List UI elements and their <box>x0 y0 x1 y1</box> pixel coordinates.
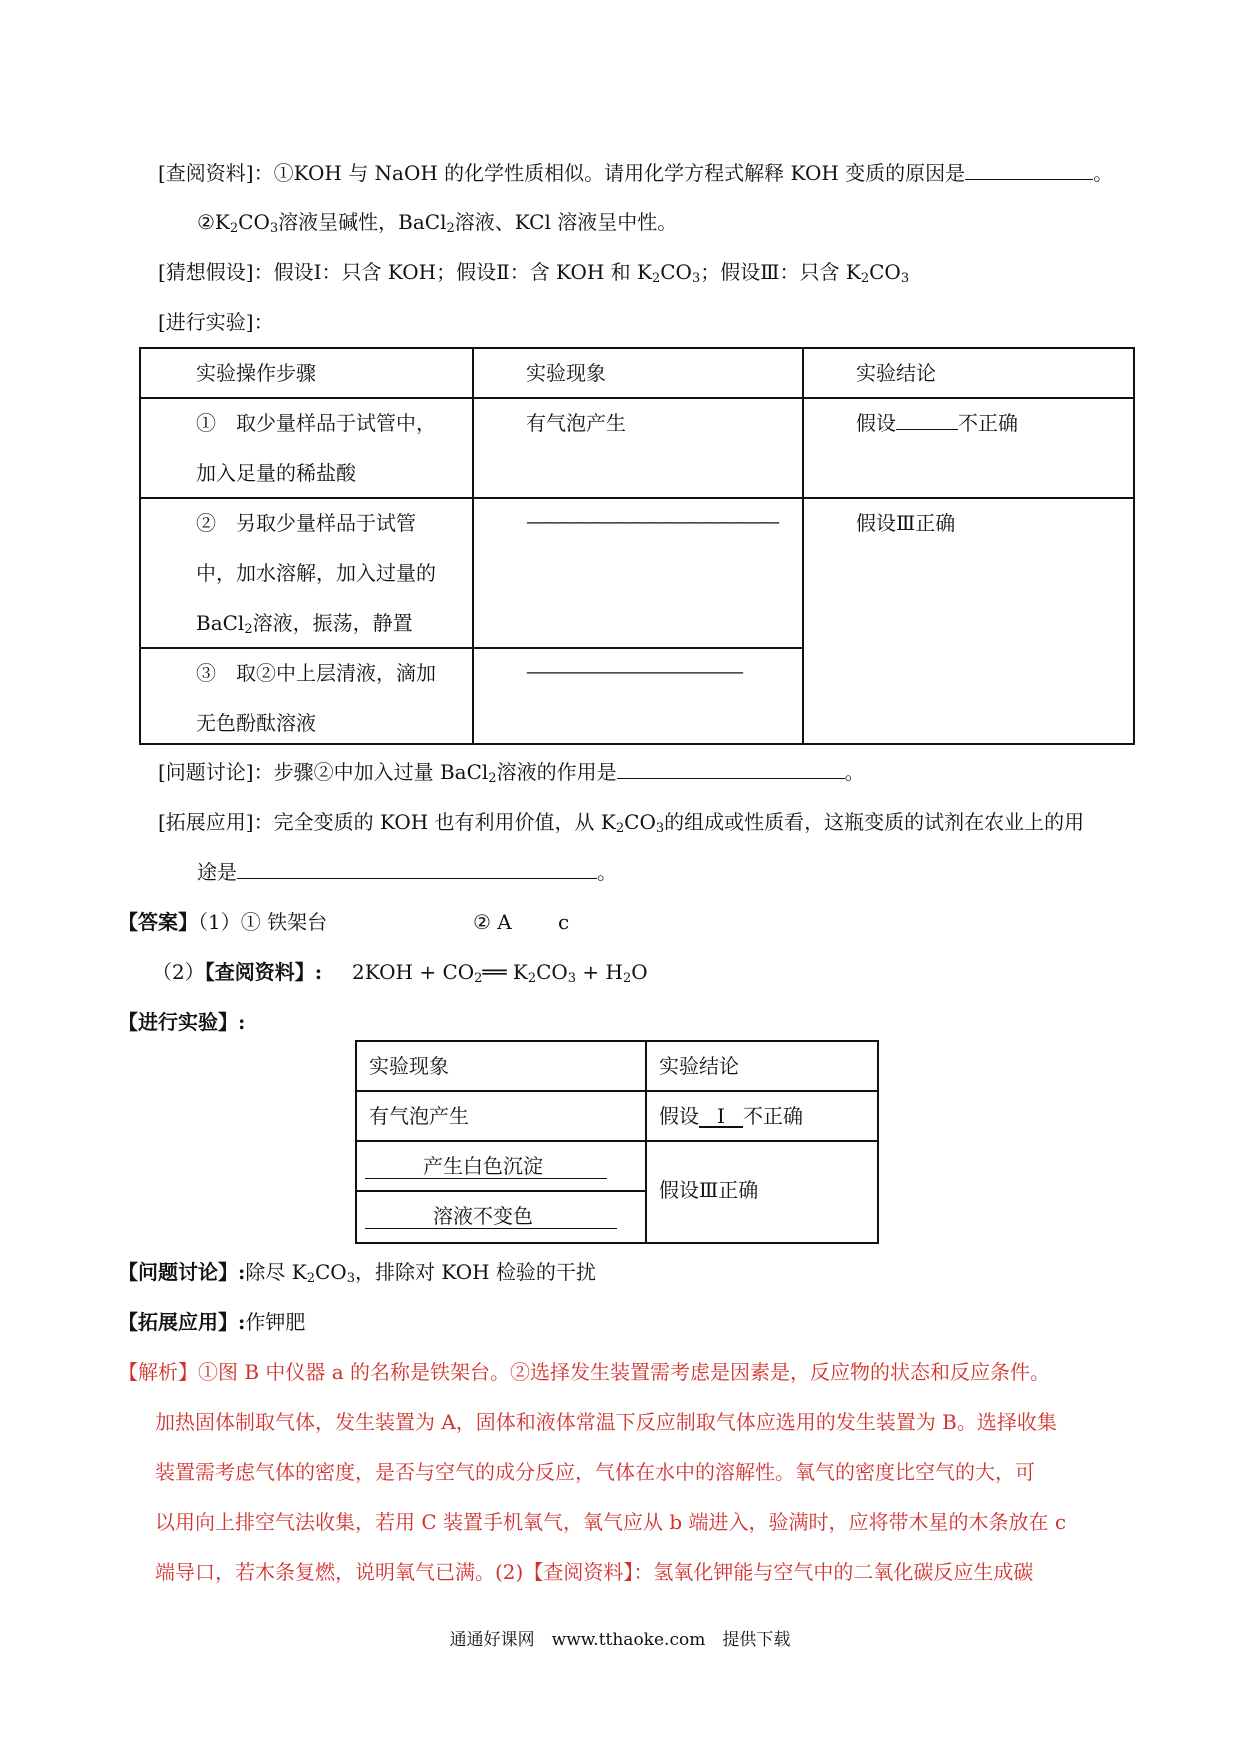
header-step: 实验操作步骤 <box>196 361 316 385</box>
text: [问题讨论]：步骤②中加入过量 BaCl <box>158 760 489 784</box>
subscript: 2 <box>488 771 497 786</box>
analysis-label: 【解析】 <box>118 1360 198 1384</box>
text: （2） <box>152 960 205 984</box>
text: O <box>631 960 648 984</box>
experiment-heading: [进行实验]： <box>158 310 274 334</box>
reference-line-1 <box>158 163 1113 183</box>
table-divider <box>645 1042 647 1242</box>
phenomenon-1: 有气泡产生 <box>526 411 626 435</box>
discussion-line <box>158 762 865 785</box>
analysis-line-3: 装置需考虑气体的密度，是否与空气的成分反应，气体在水中的溶解性。氧气的密度比空气的大，可 <box>155 1460 1035 1484</box>
text: （1）① 铁架台 <box>198 910 328 934</box>
step-1-line-1: ① 取少量样品于试管中， <box>196 411 436 435</box>
section-label: 【问题讨论】: <box>118 1260 246 1284</box>
step-3-line-2: 无色酚酞溶液 <box>196 711 316 735</box>
subscript: 3 <box>269 221 279 236</box>
analysis-line-2: 加热固体制取气体，发生装置为 A，固体和液体常温下反应制取气体应选用的发生装置为 B。选择收集 <box>155 1410 1057 1434</box>
table-divider <box>472 349 474 743</box>
step-2-line-2: 中，加水溶解，加入过量的 <box>196 561 436 585</box>
step-1-line-2: 加入足量的稀盐酸 <box>196 461 356 485</box>
text: CO <box>660 260 692 284</box>
conclusion-1 <box>856 413 1018 433</box>
text: 溶液呈碱性，BaCl <box>278 210 447 234</box>
subscript: 3 <box>567 971 577 986</box>
text: ；假设Ⅲ：只含 K <box>700 260 861 284</box>
text: 不正确 <box>958 411 1018 435</box>
answer-line-1-part3: c <box>558 910 570 934</box>
table-divider <box>141 497 1133 499</box>
subscript: 2 <box>615 821 625 836</box>
text: CO <box>624 810 656 834</box>
text: 不正确 <box>743 1104 803 1128</box>
answer-experiment-label: 【进行实验】: <box>118 1010 246 1034</box>
application-answer <box>118 1312 305 1332</box>
text: 假设 <box>856 411 896 435</box>
subscript: 2 <box>474 971 483 986</box>
step-2-line-1: ② 另取少量样品于试管 <box>196 511 416 535</box>
text: 除尽 K <box>245 1260 307 1284</box>
answer-line-2 <box>152 962 322 982</box>
text: ①图 B 中仪器 a 的名称是铁架台。②选择发生装置需考虑是因素是，反应物的状态和反应条件。 <box>198 1360 1051 1384</box>
reference-text-1: [查阅资料]：①KOH 与 NaOH 的化学性质相似。请用化学方程式解释 KOH 变质的原因是 <box>158 161 966 185</box>
filled-answer: Ⅰ <box>699 1106 743 1128</box>
text: CO <box>869 260 901 284</box>
section-label: 【拓展应用】: <box>118 1310 246 1334</box>
answer-underline <box>365 1228 617 1229</box>
answer-line-1-part2: ② A <box>473 910 512 934</box>
subscript: 2 <box>860 271 870 286</box>
subscript: 2 <box>527 971 537 986</box>
analysis-line-4: 以用向上排空气法收集，若用 C 装置手机氧气，氧气应从 b 端进入，验满时，应将带木星的木条放在 c <box>155 1510 1067 1534</box>
subscript: 2 <box>623 971 632 986</box>
header-conclusion: 实验结论 <box>659 1054 739 1078</box>
text: ，排除对 KOH 检验的干扰 <box>354 1260 596 1284</box>
text: 溶液、KCl 溶液呈中性。 <box>454 210 678 234</box>
phenomenon-3-dashes: ———————————— <box>526 659 742 683</box>
text: 假设 <box>659 1104 699 1128</box>
text: CO <box>536 960 568 984</box>
phenomenon-2-dashes: —————————————— <box>526 509 778 533</box>
table-divider <box>357 1190 647 1192</box>
answer-blank-discussion[interactable] <box>617 762 845 779</box>
subscript: 2 <box>446 221 455 236</box>
answer-blank-application[interactable] <box>237 862 597 879</box>
subscript: 2 <box>651 271 661 286</box>
period: 。 <box>844 760 865 784</box>
conclusion-2: 假设Ⅲ正确 <box>856 511 956 535</box>
period: 。 <box>597 860 617 884</box>
text: 途是 <box>197 860 237 884</box>
subscript: 3 <box>346 1271 355 1286</box>
answer-table <box>355 1040 879 1244</box>
analysis-line-5: 端导口，若木条复燃，说明氧气已满。(2)【查阅资料】：氢氧化钾能与空气中的二氧化碳反应生成碳 <box>155 1560 1034 1584</box>
answer-blank-1[interactable] <box>965 163 1093 180</box>
text: + H <box>576 960 623 984</box>
header-phenomenon: 实验现象 <box>369 1054 449 1078</box>
phenomenon-3: 溶液不变色 <box>433 1204 533 1228</box>
text: [猜想假设]：假设Ⅰ：只含 KOH；假设Ⅱ：含 KOH 和 K <box>158 260 652 284</box>
table-divider <box>141 397 1133 399</box>
table-divider <box>802 349 804 743</box>
section-label: 【查阅资料】: <box>204 960 323 984</box>
subscript: 3 <box>691 271 701 286</box>
header-conclusion: 实验结论 <box>856 361 936 385</box>
answer-blank-hypothesis[interactable] <box>896 413 958 430</box>
phenomenon-1: 有气泡产生 <box>369 1104 469 1128</box>
text: 溶液，振荡，静置 <box>252 611 413 635</box>
text: BaCl <box>196 611 245 635</box>
hypothesis-line <box>158 262 909 285</box>
table-divider <box>357 1090 877 1092</box>
answer-line-1 <box>118 912 327 932</box>
table-divider <box>141 647 804 649</box>
step-2-line-3 <box>196 613 413 636</box>
page-footer: 通通好课网 www.tthaoke.com 提供下载 <box>449 1630 791 1650</box>
text: 作钾肥 <box>245 1310 306 1334</box>
phenomenon-2: 产生白色沉淀 <box>423 1154 543 1178</box>
text: 溶液的作用是 <box>496 760 617 784</box>
reference-line-2 <box>197 212 677 235</box>
conclusion-1 <box>659 1106 803 1128</box>
subscript: 2 <box>229 221 239 236</box>
text: 2KOH + CO <box>352 960 475 984</box>
header-phenomenon: 实验现象 <box>526 361 606 385</box>
answer-underline <box>365 1178 607 1179</box>
text: 的组成或性质看，这瓶变质的试剂在农业上的用 <box>664 810 1085 834</box>
application-line-2 <box>197 862 617 882</box>
subscript: 3 <box>900 271 910 286</box>
application-line-1 <box>158 812 1084 835</box>
answer-label: 【答案】 <box>118 910 198 934</box>
table-divider <box>357 1140 877 1142</box>
text: CO <box>238 210 270 234</box>
subscript: 2 <box>306 1271 315 1286</box>
subscript: 3 <box>655 821 665 836</box>
text: ══ K <box>482 960 528 984</box>
text: ②K <box>197 210 230 234</box>
step-3-line-1: ③ 取②中上层清液，滴加 <box>196 661 436 685</box>
subscript: 2 <box>244 622 253 637</box>
period: 。 <box>1093 161 1114 185</box>
conclusion-2: 假设Ⅲ正确 <box>659 1178 759 1202</box>
text: [拓展应用]：完全变质的 KOH 也有利用价值，从 K <box>158 810 616 834</box>
chemical-equation <box>352 962 648 985</box>
text: CO <box>314 1260 347 1284</box>
experiment-table <box>139 347 1135 745</box>
discussion-answer <box>118 1262 596 1285</box>
analysis-line-1 <box>118 1362 1050 1382</box>
